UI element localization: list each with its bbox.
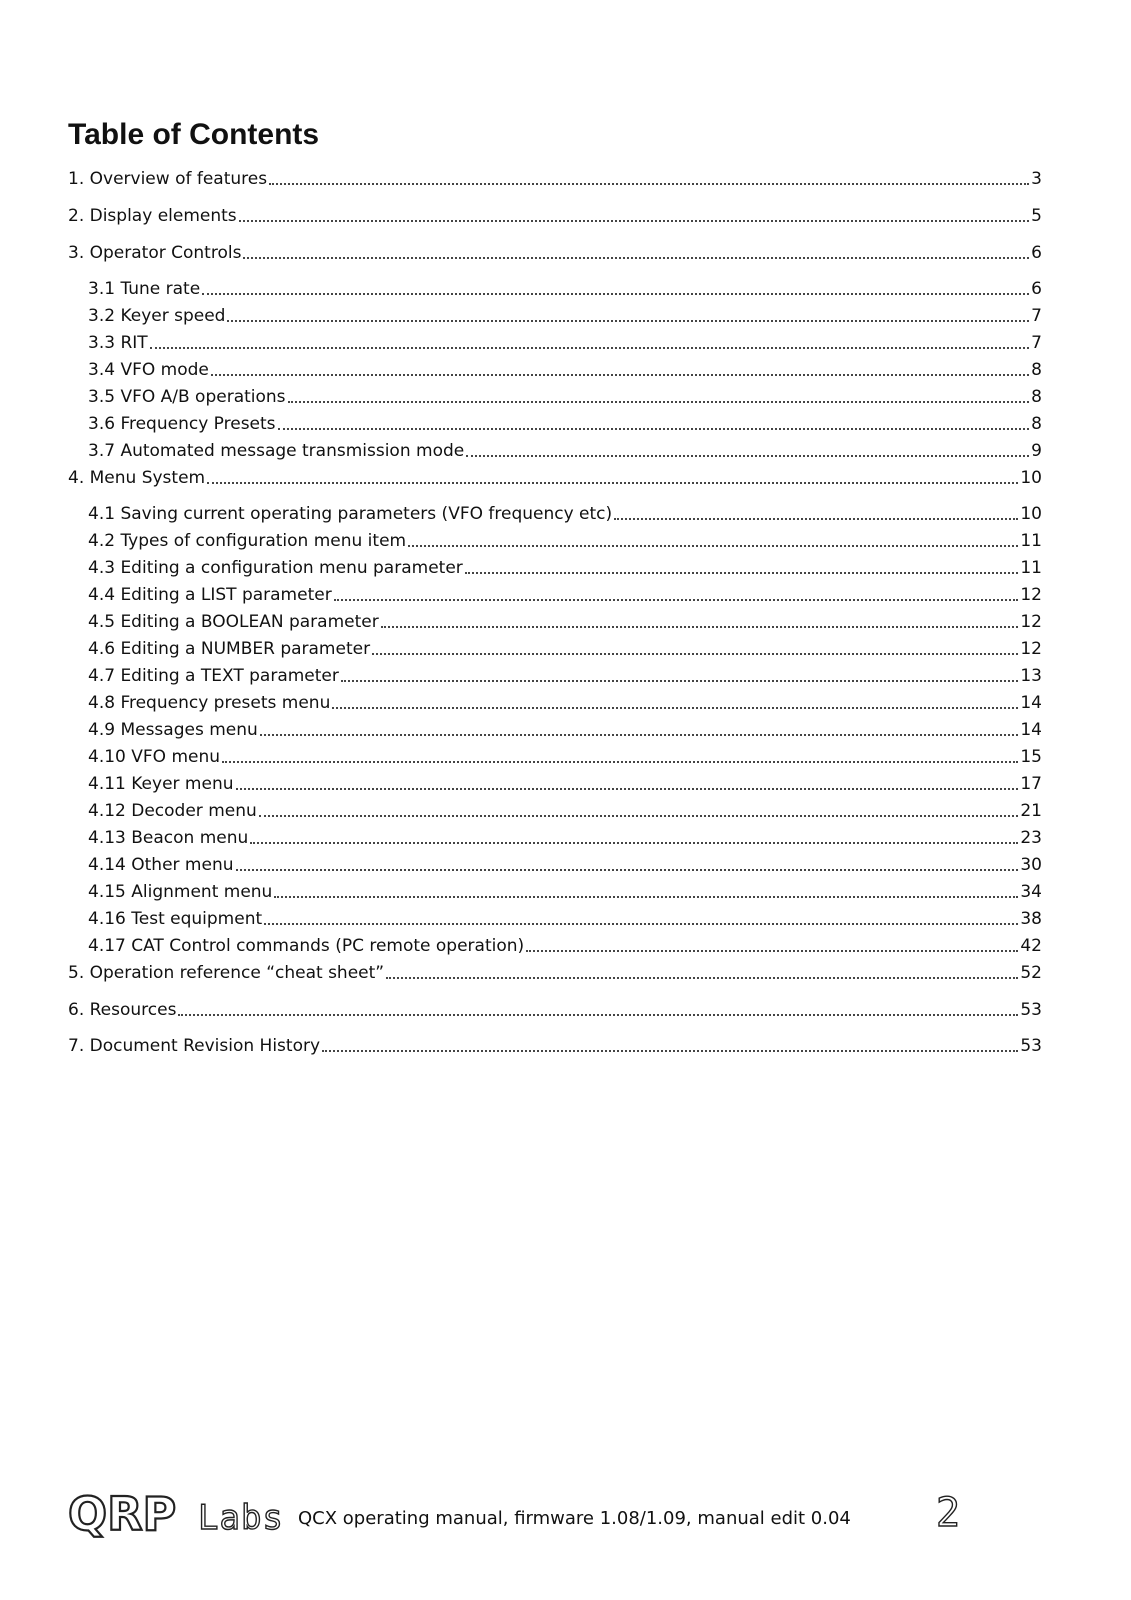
toc-entry-page: 12 [1020, 585, 1042, 605]
toc-entry[interactable] [88, 881, 1042, 903]
dot-leader [278, 427, 1030, 430]
toc-entry[interactable] [68, 168, 1042, 190]
toc-entry-label: 3.5 VFO A/B operations [88, 387, 286, 407]
toc-entry[interactable] [88, 278, 1042, 300]
dot-leader [239, 219, 1030, 222]
dot-leader [243, 256, 1029, 259]
toc-entry-label: 3.4 VFO mode [88, 360, 209, 380]
dot-leader [526, 949, 1018, 952]
dot-leader [372, 652, 1018, 655]
dot-leader [150, 346, 1030, 349]
toc-entry-page: 21 [1020, 801, 1042, 821]
dot-leader [332, 706, 1018, 709]
dot-leader [274, 895, 1018, 898]
toc-entry-label: 6. Resources [68, 1000, 177, 1020]
toc-entry-label: 2. Display elements [68, 206, 237, 226]
toc-entry-label: 4.5 Editing a BOOLEAN parameter [88, 612, 379, 632]
footer-caption: QCX operating manual, firmware 1.08/1.09, manual edit 0.04 [298, 1508, 851, 1529]
toc-entry-page: 5 [1031, 206, 1042, 226]
toc-entry-page: 6 [1031, 243, 1042, 263]
toc-entry-page: 10 [1020, 504, 1042, 524]
toc-entry[interactable] [88, 305, 1042, 327]
toc-entry-label: 1. Overview of features [68, 169, 268, 189]
toc-entry-label: 4.6 Editing a NUMBER parameter [88, 639, 371, 659]
dot-leader [207, 481, 1018, 484]
dot-leader [341, 679, 1018, 682]
toc-entry-label: 4.12 Decoder menu [88, 801, 257, 821]
toc-entry[interactable] [88, 746, 1042, 768]
dot-leader [381, 625, 1019, 628]
toc-entry-page: 34 [1020, 882, 1042, 902]
toc-entry-page: 52 [1020, 963, 1042, 983]
toc-entry-label: 7. Document Revision History [68, 1036, 321, 1056]
toc-entry[interactable] [68, 242, 1042, 264]
toc-entry[interactable] [68, 467, 1042, 489]
toc-entry[interactable] [88, 719, 1042, 741]
toc-entry-label: 4.8 Frequency presets menu [88, 693, 331, 713]
dot-leader [614, 517, 1018, 520]
svg-text:QRP: QRP [68, 1488, 177, 1538]
toc-entry-page: 38 [1020, 909, 1042, 929]
toc-entry-label: 4.15 Alignment menu [88, 882, 273, 902]
dot-leader [465, 571, 1019, 574]
toc-entry-page: 12 [1020, 639, 1042, 659]
toc-entry[interactable] [88, 386, 1042, 408]
toc-entry-page: 14 [1020, 693, 1042, 713]
toc-entry[interactable] [68, 962, 1042, 984]
toc-entry[interactable] [88, 503, 1042, 525]
toc-entry[interactable] [88, 332, 1042, 354]
toc-entry-label: 4.17 CAT Control commands (PC remote operation) [88, 936, 525, 956]
toc-entry-label: 4.11 Keyer menu [88, 774, 234, 794]
toc-entry[interactable] [88, 638, 1042, 660]
toc-entry[interactable] [88, 530, 1042, 552]
toc-entry[interactable] [88, 935, 1042, 957]
toc-entry-label: 4.4 Editing a LIST parameter [88, 585, 332, 605]
page-footer [68, 1488, 1068, 1548]
toc-entry-page: 23 [1020, 828, 1042, 848]
dot-leader [222, 760, 1018, 763]
toc-entry-page: 9 [1031, 441, 1042, 461]
toc-entry-page: 53 [1020, 1036, 1042, 1056]
toc-entry-page: 11 [1020, 531, 1042, 551]
toc-entry-page: 8 [1031, 360, 1042, 380]
toc-entry-label: 4.3 Editing a configuration menu parameter [88, 558, 463, 578]
toc-entry[interactable] [88, 800, 1042, 822]
toc-entry-page: 8 [1031, 387, 1042, 407]
toc-entry-page: 7 [1031, 306, 1042, 326]
toc-entry-label: 3.6 Frequency Presets [88, 414, 276, 434]
toc-entry-label: 4.14 Other menu [88, 855, 234, 875]
toc-entry-label: 5. Operation reference “cheat sheet” [68, 963, 385, 983]
toc-entry-label: 3.1 Tune rate [88, 279, 201, 299]
dot-leader [260, 733, 1019, 736]
dot-leader [236, 868, 1019, 871]
toc-entry[interactable] [88, 665, 1042, 687]
toc-entry[interactable] [88, 908, 1042, 930]
toc-entry-label: 3.3 RIT [88, 333, 148, 353]
dot-leader [466, 454, 1029, 457]
toc-entry[interactable] [68, 999, 1042, 1021]
toc-entry-page: 14 [1020, 720, 1042, 740]
toc-entry-page: 15 [1020, 747, 1042, 767]
dot-leader [211, 373, 1029, 376]
dot-leader [236, 787, 1019, 790]
toc-entry[interactable] [88, 584, 1042, 606]
toc-entry-page: 11 [1020, 558, 1042, 578]
toc-entry[interactable] [88, 692, 1042, 714]
toc-entry-label: 4.2 Types of configuration menu item [88, 531, 407, 551]
toc-entry-page: 53 [1020, 1000, 1042, 1020]
toc-entry-label: 4.10 VFO menu [88, 747, 221, 767]
toc-entry[interactable] [88, 611, 1042, 633]
toc-entry-page: 3 [1031, 169, 1042, 189]
dot-leader [250, 841, 1018, 844]
dot-leader [386, 976, 1018, 979]
toc-entry-page: 17 [1020, 774, 1042, 794]
qrp-logo [68, 1488, 186, 1538]
toc-entry-page: 7 [1031, 333, 1042, 353]
dot-leader [202, 292, 1029, 295]
dot-leader [322, 1049, 1018, 1052]
toc-entry-page: 42 [1020, 936, 1042, 956]
toc-entry[interactable] [88, 359, 1042, 381]
toc-entry-label: 4.13 Beacon menu [88, 828, 249, 848]
toc-entry[interactable] [88, 557, 1042, 579]
toc-entry[interactable] [88, 854, 1042, 876]
dot-leader [288, 400, 1030, 403]
toc-entry-label: 4. Menu System [68, 468, 206, 488]
toc-entry-page: 8 [1031, 414, 1042, 434]
toc-entry[interactable] [68, 1035, 1042, 1057]
toc-entry[interactable] [88, 773, 1042, 795]
toc-entry-label: 4.1 Saving current operating parameters (VFO frequency etc) [88, 504, 613, 524]
toc-entry[interactable] [88, 827, 1042, 849]
toc-entry[interactable] [88, 440, 1042, 462]
dot-leader [178, 1013, 1018, 1016]
toc-entry-page: 13 [1020, 666, 1042, 686]
toc-entry-label: 4.7 Editing a TEXT parameter [88, 666, 339, 686]
dot-leader [259, 814, 1019, 817]
toc-entry-label: 3.7 Automated message transmission mode [88, 441, 465, 461]
toc-title: Table of Contents [68, 118, 320, 151]
toc-entry-page: 6 [1031, 279, 1042, 299]
page-number: 2 [936, 1490, 961, 1536]
toc-entry[interactable] [68, 205, 1042, 227]
dot-leader [334, 598, 1019, 601]
dot-leader [264, 922, 1018, 925]
toc-entry-page: 10 [1020, 468, 1042, 488]
dot-leader [408, 544, 1018, 547]
toc-entry[interactable] [88, 413, 1042, 435]
toc-entry-label: 4.16 Test equipment [88, 909, 263, 929]
dot-leader [227, 319, 1029, 322]
toc-entry-page: 30 [1020, 855, 1042, 875]
labs-logo-text: Labs [198, 1498, 284, 1538]
toc-entry-label: 3. Operator Controls [68, 243, 242, 263]
toc-entry-label: 3.2 Keyer speed [88, 306, 226, 326]
toc-entry-page: 12 [1020, 612, 1042, 632]
toc-entry-label: 4.9 Messages menu [88, 720, 258, 740]
dot-leader [269, 182, 1029, 185]
